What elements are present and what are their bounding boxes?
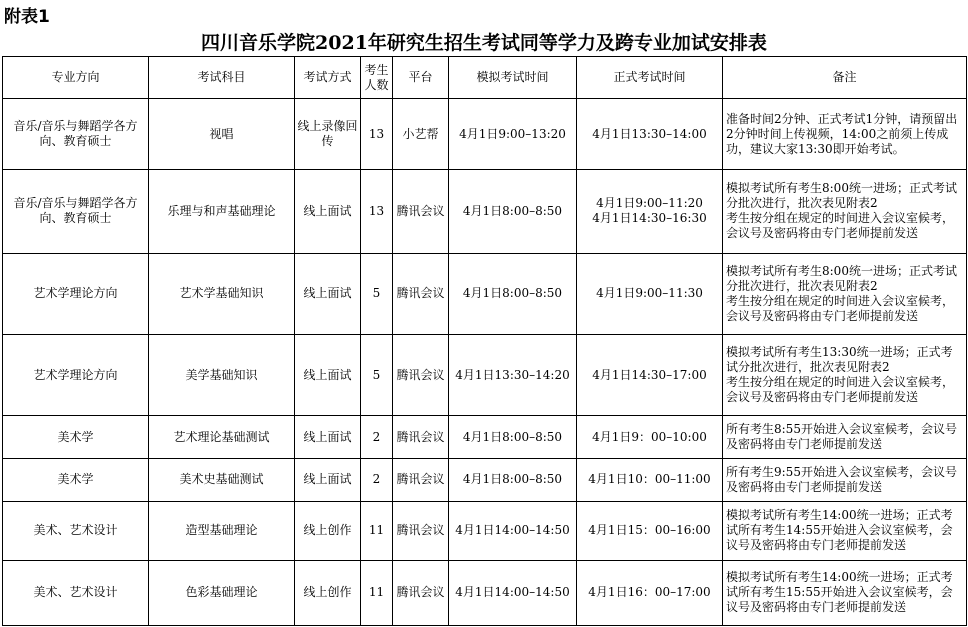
cell-method: 线上创作 xyxy=(295,501,361,560)
cell-platform: 腾讯会议 xyxy=(393,416,449,459)
header-direction: 专业方向 xyxy=(3,57,149,99)
cell-mock: 4月1日14:00–14:50 xyxy=(449,501,577,560)
cell-method: 线上录像回传 xyxy=(295,99,361,170)
header-method: 考试方式 xyxy=(295,57,361,99)
cell-formal: 4月1日14:30–17:00 xyxy=(577,335,723,416)
header-formal-time: 正式考试时间 xyxy=(577,57,723,99)
cell-note: 所有考生8:55开始进入会议室候考，会议号及密码将由专门老师提前发送 xyxy=(723,416,967,459)
cell-direction: 艺术学理论方向 xyxy=(3,335,149,416)
cell-direction: 艺术学理论方向 xyxy=(3,253,149,334)
cell-direction: 美术、艺术设计 xyxy=(3,501,149,560)
cell-platform: 腾讯会议 xyxy=(393,459,449,502)
cell-formal: 4月1日16：00–17:00 xyxy=(577,560,723,625)
cell-count: 13 xyxy=(361,170,393,253)
cell-direction: 音乐/音乐与舞蹈学各方向、教育硕士 xyxy=(3,99,149,170)
cell-count: 2 xyxy=(361,416,393,459)
header-count: 考生人数 xyxy=(361,57,393,99)
header-mock-time: 模拟考试时间 xyxy=(449,57,577,99)
table-row xyxy=(3,459,967,502)
cell-mock: 4月1日8:00–8:50 xyxy=(449,253,577,334)
exam-schedule-table xyxy=(2,56,967,626)
cell-formal: 4月1日13:30–14:00 xyxy=(577,99,723,170)
cell-method: 线上创作 xyxy=(295,560,361,625)
cell-formal: 4月1日15：00–16:00 xyxy=(577,501,723,560)
cell-mock: 4月1日8:00–8:50 xyxy=(449,416,577,459)
cell-note: 模拟考试所有考生14:00统一进场；正式考试所有考生15:55开始进入会议室候考，会议号及密码将由专门老师提前发送 xyxy=(723,560,967,625)
cell-subject: 造型基础理论 xyxy=(149,501,295,560)
cell-mock: 4月1日9:00–13:20 xyxy=(449,99,577,170)
table-row xyxy=(3,501,967,560)
cell-mock: 4月1日13:30–14:20 xyxy=(449,335,577,416)
cell-direction: 美术学 xyxy=(3,459,149,502)
appendix-label: 附表1 xyxy=(4,7,50,27)
cell-count: 5 xyxy=(361,335,393,416)
cell-mock: 4月1日8:00–8:50 xyxy=(449,459,577,502)
header-platform: 平台 xyxy=(393,57,449,99)
cell-subject: 色彩基础理论 xyxy=(149,560,295,625)
cell-method: 线上面试 xyxy=(295,170,361,253)
cell-method: 线上面试 xyxy=(295,335,361,416)
cell-platform: 小艺帮 xyxy=(393,99,449,170)
table-header-row xyxy=(3,57,967,99)
cell-mock: 4月1日14:00–14:50 xyxy=(449,560,577,625)
cell-direction: 美术、艺术设计 xyxy=(3,560,149,625)
table-row xyxy=(3,253,967,334)
cell-platform: 腾讯会议 xyxy=(393,560,449,625)
header-subject: 考试科目 xyxy=(149,57,295,99)
cell-formal: 4月1日9:00–11:30 xyxy=(577,253,723,334)
table-row xyxy=(3,99,967,170)
table-row xyxy=(3,170,967,253)
cell-platform: 腾讯会议 xyxy=(393,170,449,253)
cell-note: 模拟考试所有考生13:30统一进场；正式考试分批次进行，批次表见附表2 考生按分组在规定的时间进入会议室候考，会议号及密码将由专门老师提前发送 xyxy=(723,335,967,416)
cell-mock: 4月1日8:00–8:50 xyxy=(449,170,577,253)
cell-formal: 4月1日10：00–11:00 xyxy=(577,459,723,502)
cell-subject: 美学基础知识 xyxy=(149,335,295,416)
cell-platform: 腾讯会议 xyxy=(393,501,449,560)
cell-count: 13 xyxy=(361,99,393,170)
cell-subject: 艺术理论基础测试 xyxy=(149,416,295,459)
cell-count: 5 xyxy=(361,253,393,334)
table-row xyxy=(3,560,967,625)
cell-subject: 美术史基础测试 xyxy=(149,459,295,502)
cell-subject: 艺术学基础知识 xyxy=(149,253,295,334)
cell-subject: 乐理与和声基础理论 xyxy=(149,170,295,253)
document-title: 四川音乐学院2021年研究生招生考试同等学力及跨专业加试安排表 xyxy=(201,32,767,54)
cell-note: 所有考生9:55开始进入会议室候考，会议号及密码将由专门老师提前发送 xyxy=(723,459,967,502)
cell-note: 模拟考试所有考生8:00统一进场；正式考试分批次进行，批次表见附表2 考生按分组在规定的时间进入会议室候考，会议号及密码将由专门老师提前发送 xyxy=(723,253,967,334)
cell-method: 线上面试 xyxy=(295,416,361,459)
cell-count: 11 xyxy=(361,501,393,560)
cell-method: 线上面试 xyxy=(295,253,361,334)
cell-platform: 腾讯会议 xyxy=(393,335,449,416)
cell-note: 准备时间2分钟、正式考试1分钟，请预留出2分钟时间上传视频，14:00之前须上传成功，建议大家13:30即开始考试。 xyxy=(723,99,967,170)
cell-note: 模拟考试所有考生8:00统一进场；正式考试分批次进行，批次表见附表2 考生按分组在规定的时间进入会议室候考，会议号及密码将由专门老师提前发送 xyxy=(723,170,967,253)
cell-note: 模拟考试所有考生14:00统一进场；正式考试所有考生14:55开始进入会议室候考，会议号及密码将由专门老师提前发送 xyxy=(723,501,967,560)
cell-direction: 音乐/音乐与舞蹈学各方向、教育硕士 xyxy=(3,170,149,253)
cell-formal: 4月1日9：00–10:00 xyxy=(577,416,723,459)
cell-count: 2 xyxy=(361,459,393,502)
cell-method: 线上面试 xyxy=(295,459,361,502)
cell-platform: 腾讯会议 xyxy=(393,253,449,334)
cell-formal: 4月1日9:00–11:20 4月1日14:30–16:30 xyxy=(577,170,723,253)
table-row xyxy=(3,335,967,416)
cell-subject: 视唱 xyxy=(149,99,295,170)
cell-count: 11 xyxy=(361,560,393,625)
header-note: 备注 xyxy=(723,57,967,99)
table-row xyxy=(3,416,967,459)
cell-direction: 美术学 xyxy=(3,416,149,459)
